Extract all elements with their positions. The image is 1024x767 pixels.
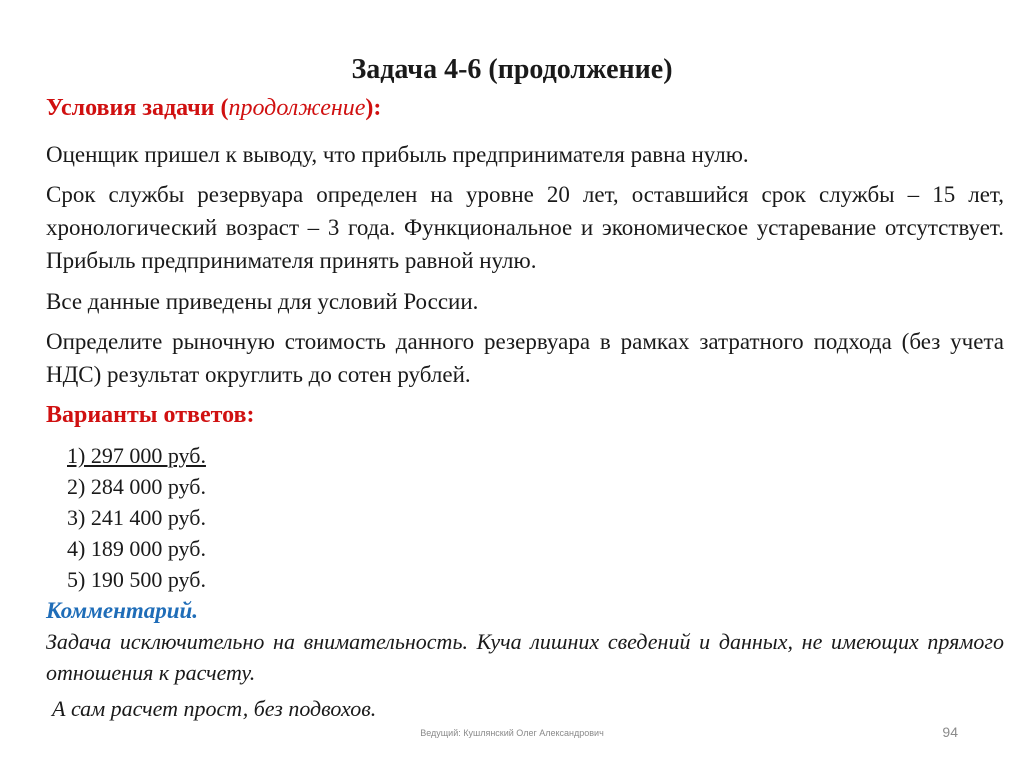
answer-option [67, 440, 206, 471]
answers-heading: Варианты ответов: [46, 402, 255, 428]
answer-option [67, 533, 206, 564]
answer-option-4-text: 4) 189 000 руб. [67, 536, 206, 561]
page-number: 94 [942, 724, 958, 740]
footer-presenter: Ведущий: Кушлянский Олег Александрович [420, 728, 604, 738]
condition-paragraph-4: Определите рыночную стоимость данного резервуара в рамках затратного подхода (без учета НДС) результат округлить до сотен рублей. [46, 329, 1004, 387]
slide-title: Задача 4-6 (продолжение) [351, 54, 673, 85]
answer-options-list [67, 440, 206, 595]
comment-text-2: А сам расчет прост, без подвохов. [52, 696, 377, 721]
condition-paragraph-3: Все данные приведены для условий России. [46, 289, 479, 314]
answer-option-5-text: 5) 190 500 руб. [67, 567, 206, 592]
comment-heading: Комментарий. [46, 598, 199, 623]
conditions-heading [46, 92, 381, 124]
answer-option-3-text: 3) 241 400 руб. [67, 505, 206, 530]
answer-option [67, 502, 206, 533]
conditions-heading-tail: ): [365, 95, 382, 121]
condition-paragraph-1: Оценщик пришел к выводу, что прибыль предпринимателя равна нулю. [46, 142, 749, 167]
answer-option-1-text: 1) 297 000 руб. [67, 443, 206, 468]
conditions-heading-italic: продолжение [228, 95, 366, 121]
answer-option [67, 564, 206, 595]
answer-option-2-text: 2) 284 000 руб. [67, 474, 206, 499]
condition-paragraph-2: Срок службы резервуара определен на уровне 20 лет, оставшийся срок службы – 15 лет, хронологический возраст – 3 года. Функциональное и экономическое устаревание отсутствует. Прибыль предпринимателя принять равной нулю. [46, 182, 1004, 273]
comment-text-1: Задача исключительно на внимательность. Куча лишних сведений и данных, не имеющих прямого отношения к расчету. [46, 629, 1004, 685]
answer-option [67, 471, 206, 502]
conditions-heading-main: Условия задачи ( [46, 95, 229, 121]
